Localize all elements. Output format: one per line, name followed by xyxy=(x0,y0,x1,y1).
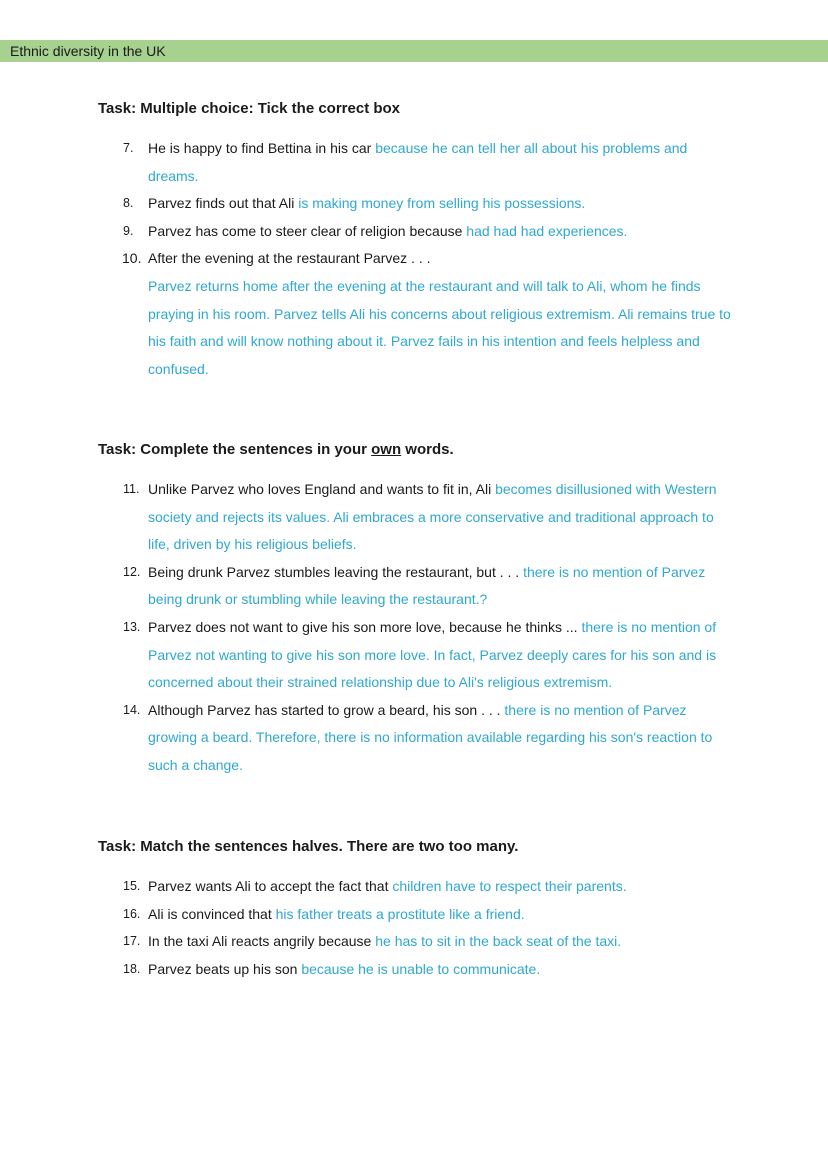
question-prompt: He is happy to find Bettina in his car xyxy=(148,140,372,156)
question-answer: he has to sit in the back seat of the taxi. xyxy=(375,933,622,950)
question-item-9 xyxy=(98,218,733,246)
section-match-halves xyxy=(98,837,738,983)
question-prompt: Parvez finds out that Ali xyxy=(148,195,295,212)
question-number: 18. xyxy=(123,961,141,976)
question-number: 14. xyxy=(123,702,141,717)
question-answer: becomes disillusioned with Western society and rejects its values. Ali embraces a more conservative and traditional approach to life, driven by his religious beliefs. xyxy=(148,481,717,553)
question-item-17 xyxy=(98,928,733,956)
task-title-match-halves: Task: Match the sentences halves. There are two too many. xyxy=(98,838,519,855)
question-item-12 xyxy=(98,559,733,614)
section-complete-sentences xyxy=(98,440,738,780)
question-number: 10. xyxy=(122,250,142,267)
question-item-10 xyxy=(98,245,733,383)
question-prompt: Although Parvez has started to grow a beard, his son . . . xyxy=(148,701,501,718)
question-item-7 xyxy=(98,135,733,190)
question-number: 11. xyxy=(123,482,140,496)
question-answer: children have to respect their parents. xyxy=(392,878,627,894)
question-prompt: In the taxi Ali reacts angrily because xyxy=(148,933,372,950)
question-item-14 xyxy=(98,697,733,780)
task-title-complete-sentences xyxy=(98,440,738,460)
task-title-underlined: own xyxy=(371,441,402,458)
question-prompt: Parvez does not want to give his son more love, because he thinks ... xyxy=(148,618,578,635)
question-prompt: Parvez beats up his son xyxy=(148,960,298,977)
question-item-18 xyxy=(98,956,733,984)
task-title-prefix: Task: Complete the sentences in your xyxy=(98,441,372,458)
header-title: Ethnic diversity in the UK xyxy=(10,43,166,59)
question-answer: there is no mention of Parvez not wanting to give his son more love. In fact, Parvez deeply cares for his son and is concerned about their strained relationship due to Ali's religious extremism. xyxy=(148,618,717,691)
question-item-8 xyxy=(98,190,733,218)
question-prompt: Unlike Parvez who loves England and wants to fit in, Ali xyxy=(148,481,492,497)
question-number: 15. xyxy=(123,879,141,893)
question-prompt: Parvez has come to steer clear of religion because xyxy=(148,222,463,239)
document-header xyxy=(0,40,828,62)
question-item-11 xyxy=(98,476,733,559)
question-list-3 xyxy=(98,873,738,983)
question-number: 16. xyxy=(123,906,141,921)
question-prompt: Parvez wants Ali to accept the fact that xyxy=(148,878,389,894)
question-number: 13. xyxy=(123,619,141,634)
question-answer: is making money from selling his possessions. xyxy=(298,195,586,212)
question-prompt: After the evening at the restaurant Parvez . . . xyxy=(148,250,431,267)
question-number: 17. xyxy=(123,934,141,949)
question-answer: there is no mention of Parvez growing a beard. Therefore, there is no information available regarding his son's reaction to such a change. xyxy=(148,701,713,773)
section-multiple-choice xyxy=(98,99,738,383)
task-title-multiple-choice: Task: Multiple choice: Tick the correct box xyxy=(98,100,401,117)
question-answer: Parvez returns home after the evening at the restaurant and will talk to Ali, whom he finds praying in his room. Parvez tells Ali his concerns about religious extremism. Ali remains true to his faith and will know nothing about it. Parvez fails in his intention and feels helpless and confused. xyxy=(148,277,731,377)
question-prompt: Being drunk Parvez stumbles leaving the restaurant, but . . . xyxy=(148,563,520,580)
question-prompt: Ali is convinced that xyxy=(148,905,272,922)
question-number: 12. xyxy=(123,564,141,579)
task-title-suffix: words. xyxy=(401,441,454,458)
question-answer: because he is unable to communicate. xyxy=(301,960,541,977)
question-item-13 xyxy=(98,614,733,697)
question-answer: because he can tell her all about his problems and dreams. xyxy=(148,140,688,184)
question-number: 8. xyxy=(123,196,134,211)
question-answer: had had had experiences. xyxy=(466,222,628,239)
question-answer: his father treats a prostitute like a friend. xyxy=(275,905,525,922)
question-answer: there is no mention of Parvez being drunk or stumbling while leaving the restaurant.? xyxy=(148,563,706,608)
question-number: 7. xyxy=(123,141,134,155)
question-item-15 xyxy=(98,873,733,901)
question-number: 9. xyxy=(123,223,134,238)
question-list-2 xyxy=(98,476,738,780)
question-list-1 xyxy=(98,135,738,383)
question-item-16 xyxy=(98,901,733,929)
